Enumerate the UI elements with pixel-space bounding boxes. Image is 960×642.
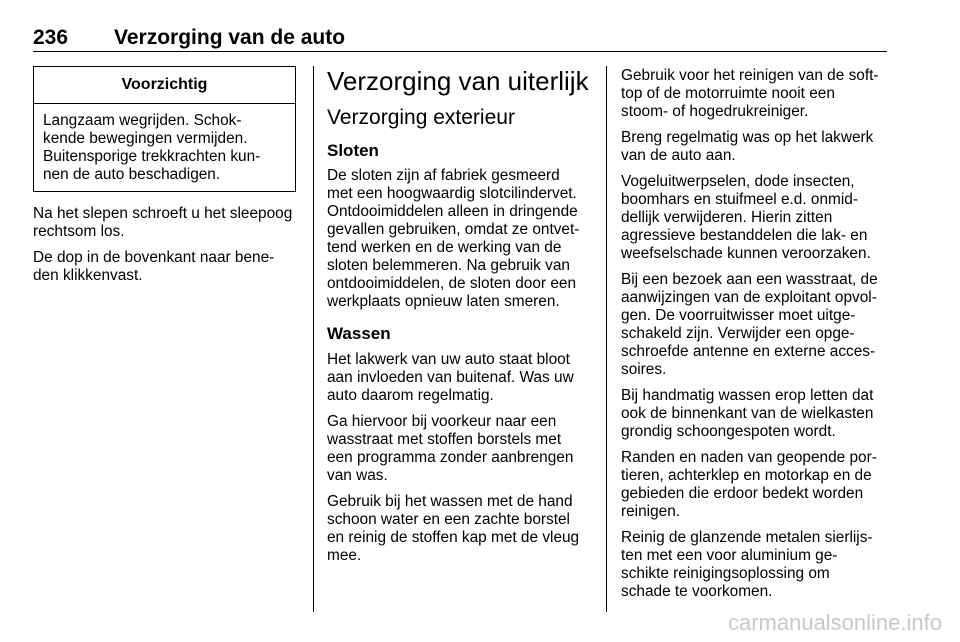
paragraph: Reinig de glanzende metalen sierlijs- ten met een voor aluminium ge- schikte reinigingsoplossing om schade te voorkomen. xyxy=(621,529,873,600)
paragraph: Randen en naden van geopende por- tieren, achterklep en motorkap en de gebieden die erdoor bedekt worden reinigen. xyxy=(621,449,877,520)
paragraph: Gebruik voor het reinigen van de soft- top of de motorruimte nooit een stoom- of hogedrukreiniger. xyxy=(621,67,879,120)
right-column xyxy=(621,67,891,609)
left-column xyxy=(33,205,303,293)
chapter-title: Verzorging van de auto xyxy=(114,26,346,49)
header-rule xyxy=(33,51,887,52)
paragraph: Bij handmatig wassen erop letten dat ook de binnenkant van de wielkasten grondig schoongespoten wordt. xyxy=(621,387,874,440)
paragraph: Vogeluitwerpselen, dode insecten, boomhars en stuifmeel e.d. onmid- dellijk verwijderen. Hierin zitten agressieve bestanddelen die lak- en weefselschade kunnen veroorzaken. xyxy=(621,173,871,262)
middle-column xyxy=(327,66,595,573)
paragraph: Breng regelmatig was op het lakwerk van de auto aan. xyxy=(621,129,874,164)
column-divider-right xyxy=(606,66,607,612)
caution-title: Voorzichtig xyxy=(34,67,295,104)
page-number: 236 xyxy=(33,26,69,49)
caution-text: Langzaam wegrijden. Schok- kende bewegingen vermijden. Buitensporige trekkrachten kun- nen de auto beschadigen. xyxy=(43,112,261,183)
paragraph: Gebruik bij het wassen met de hand schoon water en een zachte borstel en reinig de stoffen kap met de vleug mee. xyxy=(327,493,580,564)
heading-sloten: Sloten xyxy=(327,141,379,160)
column-divider-left xyxy=(313,66,314,612)
caution-box xyxy=(33,66,296,192)
heading-wassen: Wassen xyxy=(327,324,391,343)
section-title: Verzorging van uiterlijk xyxy=(327,66,589,96)
paragraph: Bij een bezoek aan een wasstraat, de aanwijzingen van de exploitant opvol- gen. De voorruitwisser moet uitge- schakeld zijn. Verwijder een opge- schroefde antenne en externe acces- soires. xyxy=(621,271,878,378)
paragraph: De dop in de bovenkant naar bene- den klikkenvast. xyxy=(33,249,275,284)
paragraph: Ga hiervoor bij voorkeur naar een wasstraat met stoffen borstels met een programma zonder aanbrengen van was. xyxy=(327,413,574,484)
subsection-title: Verzorging exterieur xyxy=(327,106,515,129)
page-header xyxy=(33,27,887,49)
watermark: carmanualsonline.info xyxy=(727,610,942,635)
paragraph: Na het slepen schroeft u het sleepoog rechtsom los. xyxy=(33,205,293,240)
paragraph: Het lakwerk van uw auto staat bloot aan invloeden van buitenaf. Was uw auto daarom regelmatig. xyxy=(327,351,574,404)
paragraph: De sloten zijn af fabriek gesmeerd met een hoogwaardig slotcilindervet. Ontdooimiddelen alleen in dringende gevallen gebruiken, omdat ze ontvet- tend werken en de werking van de sloten belemmeren. Na gebruik van ontdooimiddelen, de sloten door een werkplaats opnieuw laten smeren. xyxy=(327,167,580,310)
